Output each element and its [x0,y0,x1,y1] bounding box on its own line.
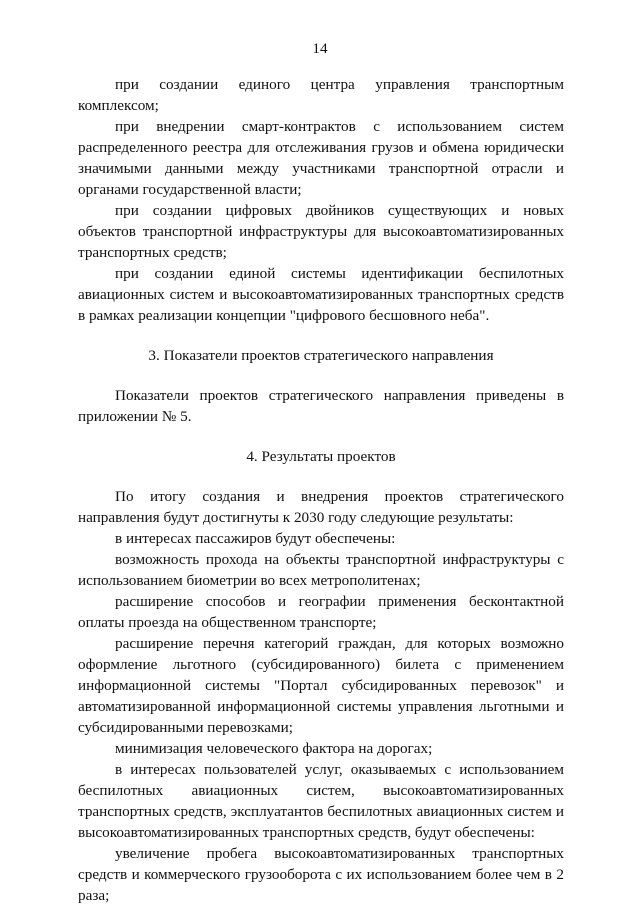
paragraph-subsidized-tickets: расширение перечня категорий граждан, для которых возможно оформление льготного (субсидированного) билета с применением информационной системы "Портал субсидированных перевозок" и автоматизированной информационной системы управления льготными и субсидированными перевозками; [78,635,564,736]
paragraph-service-users: в интересах пользователей услуг, оказываемых с использованием беспилотных авиационных систем, высокоавтоматизированных транспортных средств, эксплуатантов беспилотных авиационных систем и высокоавтоматизированных транспортных средств, будут обеспечены: [78,761,564,841]
paragraph-single-center: при создании единого центра управления транспортным комплексом; [78,76,564,114]
paragraph-passengers: в интересах пассажиров будут обеспечены: [115,530,396,547]
paragraph-digital-twins: при создании цифровых двойников существующих и новых объектов транспортной инфраструктуры для высокоавтоматизированных транспортных средств; [78,202,564,261]
paragraph-indicators: Показатели проектов стратегического направления приведены в приложении № 5. [78,387,564,425]
paragraph-human-factor: минимизация человеческого фактора на дорогах; [115,740,433,757]
paragraph-mileage-increase: увеличение пробега высокоавтоматизированных транспортных средств и коммерческого грузооборота с их использованием более чем в 2 раза; [78,845,564,904]
paragraph-identification-system: при создании единой системы идентификации беспилотных авиационных систем и высокоавтоматизированных транспортных средств в рамках реализации концепции "цифрового бесшовного неба". [78,265,564,324]
section-heading-indicators: 3. Показатели проектов стратегического направления [148,347,494,364]
paragraph-biometrics: возможность прохода на объекты транспортной инфраструктуры с использованием биометрии во всех метрополитенах; [78,551,564,589]
paragraph-contactless-payment: расширение способов и географии применения бесконтактной оплаты проезда на общественном транспорте; [78,593,564,631]
paragraph-smart-contracts: при внедрении смарт-контрактов с использованием систем распределенного реестра для отслеживания грузов и обмена юридически значимыми данными между участниками транспортной отрасли и органами государственной власти; [78,118,564,198]
section-heading-results: 4. Результаты проектов [246,448,396,465]
document-body [78,74,564,906]
page-number: 14 [312,40,328,57]
paragraph-results-intro: По итогу создания и внедрения проектов стратегического направления будут достигнуты к 2030 году следующие результаты: [78,488,564,526]
